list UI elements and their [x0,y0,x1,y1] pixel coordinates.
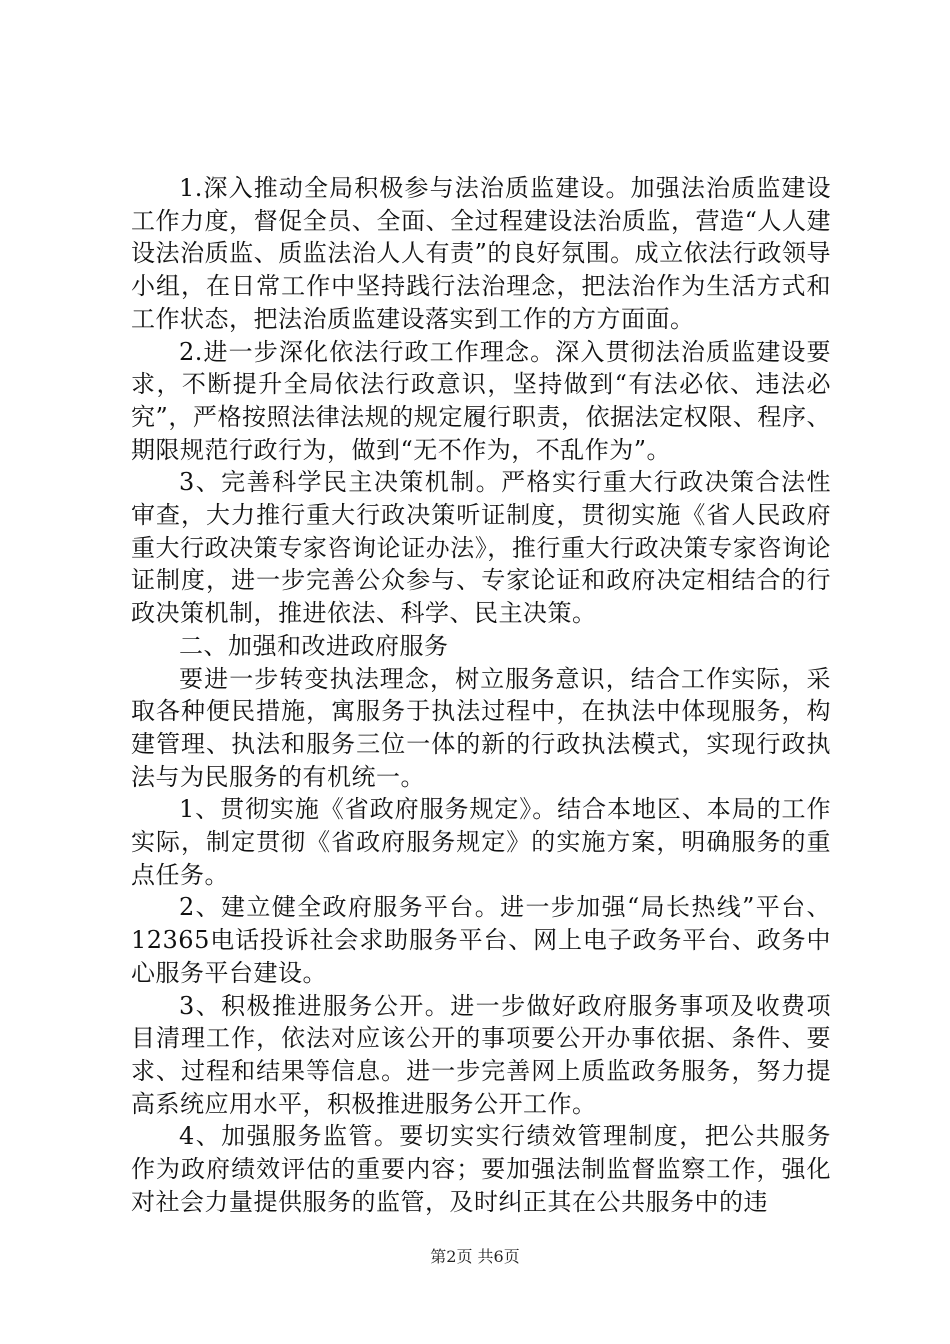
paragraph-1: 1.深入推动全局积极参与法治质监建设。加强法治质监建设工作力度，督促全员、全面、全过程建设法治质监，营造“人人建设法治质监、质监法治人人有责”的良好氛围。成立依法行政领导小组，在日常工作中坚持践行法治理念，把法治作为生活方式和工作状态，把法治质监建设落实到工作的方方面面。 [131,174,831,333]
paragraph-2: 2.进一步深化依法行政工作理念。深入贯彻法治质监建设要求，不断提升全局依法行政意识，坚持做到“有法必依、违法必究”，严格按照法律法规的规定履行职责，依据法定权限、程序、期限规范行政行为，做到“无不作为，不乱作为”。 [131,337,831,464]
body-text [131,172,831,1219]
paragraph-5: 要进一步转变执法理念，树立服务意识，结合工作实际，采取各种便民措施，寓服务于执法过程中，在执法中体现服务，构建管理、执法和服务三位一体的新的行政执法模式，实现行政执法与为民服务的有机统一。 [131,664,831,791]
paragraph-8: 3、积极推进服务公开。进一步做好政府服务事项及收费项目清理工作，依法对应该公开的事项要公开办事依据、条件、要求、过程和结果等信息。进一步完善网上质监政务服务，努力提高系统应用水平，积极推进服务公开工作。 [131,991,831,1118]
paragraph-9: 4、加强服务监管。要切实实行绩效管理制度，把公共服务作为政府绩效评估的重要内容；要加强法制监督监察工作，强化对社会力量提供服务的监管，及时纠正其在公共服务中的违 [131,1122,831,1216]
page-footer: 第2页 共6页 [430,1247,520,1266]
section-heading: 二、加强和改进政府服务 [179,631,449,660]
paragraph-3: 3、完善科学民主决策机制。严格实行重大行政决策合法性审查，大力推行重大行政决策听证制度，贯彻实施《省人民政府重大行政决策专家咨询论证办法》，推行重大行政决策专家咨询论证制度，进一步完善公众参与、专家论证和政府决定相结合的行政决策机制，推进依法、科学、民主决策。 [131,468,831,628]
paragraph-7: 2、建立健全政府服务平台。进一步加强“局长热线”平台、12365电话投诉社会求助服务平台、网上电子政务平台、政务中心服务平台建设。 [131,893,831,987]
paragraph-6: 1、贯彻实施《省政府服务规定》。结合本地区、本局的工作实际，制定贯彻《省政府服务规定》的实施方案，明确服务的重点任务。 [131,795,831,889]
